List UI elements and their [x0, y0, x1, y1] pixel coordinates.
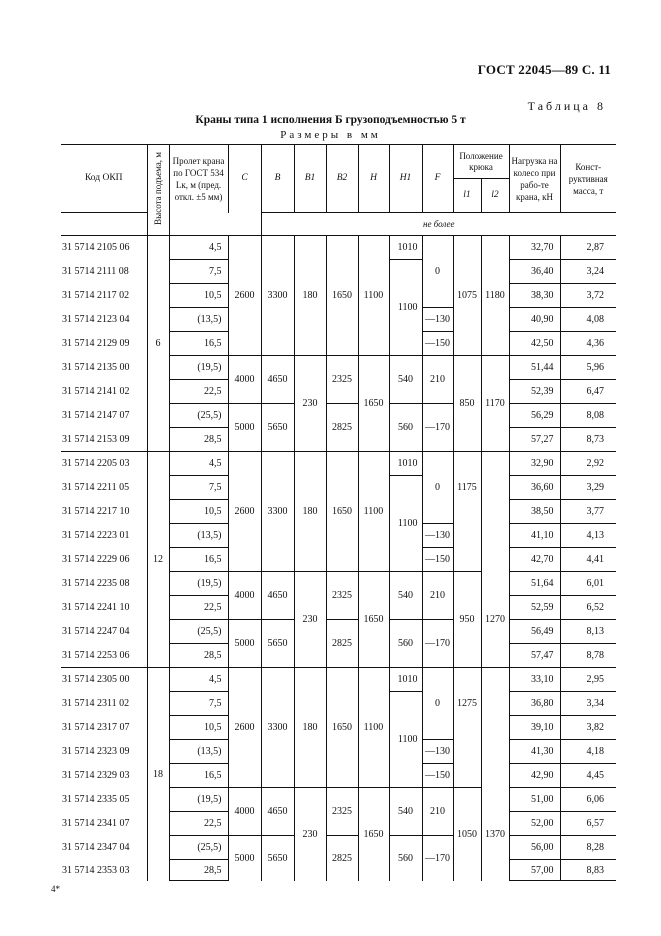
- wheel-load: 52,59: [509, 596, 560, 620]
- span-value: 10,5: [169, 284, 228, 308]
- b2-value: 2825: [326, 836, 358, 881]
- span-value: (25,5): [169, 620, 228, 644]
- okp-code: 31 5714 2347 04: [62, 842, 130, 853]
- f-value: —130: [422, 740, 453, 764]
- f-value: 210: [422, 572, 453, 620]
- b-value: 5650: [261, 404, 294, 452]
- okp-code: 31 5714 2247 04: [62, 626, 130, 637]
- f-value: —170: [422, 404, 453, 452]
- footer-mark: 4*: [51, 884, 60, 894]
- okp-code: 31 5714 2335 05: [62, 794, 130, 805]
- b2-value: 2825: [326, 620, 358, 668]
- f-value: 0: [422, 236, 453, 308]
- h1-value: 560: [389, 404, 422, 452]
- l2-value: 1180: [481, 236, 509, 356]
- b1-value: 230: [294, 788, 326, 881]
- span-value: 16,5: [169, 764, 228, 788]
- okp-code: 31 5714 2235 08: [62, 578, 130, 589]
- f-value: 210: [422, 788, 453, 836]
- span-value: 22,5: [169, 380, 228, 404]
- span-value: 4,5: [169, 668, 228, 692]
- b2-value: 2325: [326, 356, 358, 404]
- mass-value: 3,24: [560, 260, 616, 284]
- okp-code: 31 5714 2305 00: [61, 668, 147, 692]
- b2-value: 1650: [326, 452, 358, 572]
- h-value: 1650: [358, 356, 389, 452]
- wheel-load: 51,00: [509, 788, 560, 812]
- okp-code: 31 5714 2317 07: [62, 722, 130, 733]
- span-value: 4,5: [169, 236, 228, 260]
- l1-value: 1050: [453, 788, 481, 881]
- col-b1: B1: [294, 145, 326, 213]
- h1-value: 540: [389, 356, 422, 404]
- b-value: 4650: [261, 572, 294, 620]
- c-value: 4000: [228, 572, 261, 620]
- table-row: [61, 452, 616, 476]
- mass-value: 8,73: [560, 428, 616, 452]
- okp-code: 31 5714 2253 06: [62, 649, 130, 661]
- b-value: 4650: [261, 788, 294, 836]
- wheel-load: 41,30: [509, 740, 560, 764]
- lift-height: 6: [147, 236, 169, 452]
- b-value: 5650: [261, 620, 294, 668]
- b-value: 5650: [261, 836, 294, 881]
- h-value: 1100: [358, 668, 389, 788]
- span-value: (19,5): [169, 788, 228, 812]
- lift-height: 18: [147, 668, 169, 881]
- mass-value: 8,08: [560, 404, 616, 428]
- wheel-load: 57,27: [509, 428, 560, 452]
- okp-code: 31 5714 2111 08: [62, 266, 129, 277]
- span-value: 28,5: [169, 428, 228, 452]
- wheel-load: 56,29: [509, 404, 560, 428]
- c-value: 2600: [228, 668, 261, 788]
- mass-value: 4,45: [560, 764, 616, 788]
- l2-value: 1370: [481, 788, 509, 881]
- mass-value: 3,29: [560, 476, 616, 500]
- mass-value: 4,18: [560, 740, 616, 764]
- col-load: Нагрузка на колесо при рабо-те крана, кН: [509, 145, 560, 213]
- mass-value: 6,06: [560, 788, 616, 812]
- crane-table: [61, 144, 616, 881]
- span-value: 16,5: [169, 332, 228, 356]
- okp-code: 31 5714 2223 01: [62, 530, 130, 541]
- wheel-load: 32,70: [509, 236, 560, 260]
- mass-value: 6,47: [560, 380, 616, 404]
- okp-code: 31 5714 2323 09: [62, 746, 130, 757]
- wheel-load: 56,49: [509, 620, 560, 644]
- wheel-load: 51,44: [509, 356, 560, 380]
- wheel-load: 36,40: [509, 260, 560, 284]
- span-value: 10,5: [169, 500, 228, 524]
- mass-value: 4,13: [560, 524, 616, 548]
- f-value: —150: [422, 764, 453, 788]
- okp-code: 31 5714 2105 06: [61, 236, 147, 260]
- table-row: [61, 356, 616, 380]
- c-value: 5000: [228, 620, 261, 668]
- h1-value: 540: [389, 572, 422, 620]
- col-span: Пролет крана по ГОСТ 534 Lк, м (пред. откл. ±5 мм): [169, 145, 228, 213]
- h1-value: 1010: [389, 452, 422, 476]
- wheel-load: 33,10: [509, 668, 560, 692]
- h1-value: 1100: [389, 476, 422, 572]
- wheel-load: 36,80: [509, 692, 560, 716]
- h1-value: 1100: [389, 260, 422, 356]
- f-value: —150: [422, 548, 453, 572]
- f-value: 0: [422, 452, 453, 524]
- col-h1: H1: [389, 145, 422, 213]
- col-b2: B2: [326, 145, 358, 213]
- mass-value: 8,78: [560, 644, 616, 668]
- mass-value: 4,41: [560, 548, 616, 572]
- b1-value: 180: [294, 668, 326, 788]
- span-value: 10,5: [169, 716, 228, 740]
- b2-value: 2825: [326, 404, 358, 452]
- table-row: [61, 836, 616, 860]
- col-mass: Конст-руктивная масса, т: [560, 145, 616, 213]
- span-value: 7,5: [169, 692, 228, 716]
- mass-value: 3,34: [560, 692, 616, 716]
- c-value: 5000: [228, 404, 261, 452]
- okp-code: 31 5714 2153 09: [62, 433, 130, 445]
- mass-value: 4,08: [560, 308, 616, 332]
- okp-code: 31 5714 2129 09: [62, 338, 130, 349]
- l1-value: 850: [453, 356, 481, 452]
- table-row: [61, 620, 616, 644]
- span-value: (19,5): [169, 356, 228, 380]
- c-value: 2600: [228, 236, 261, 356]
- col-b: B: [261, 145, 294, 213]
- b1-value: 230: [294, 572, 326, 668]
- b-value: 3300: [261, 668, 294, 788]
- okp-code: 31 5714 2217 10: [62, 506, 130, 517]
- f-value: —150: [422, 332, 453, 356]
- h-value: 1650: [358, 788, 389, 881]
- b2-value: 2325: [326, 788, 358, 836]
- f-value: —170: [422, 620, 453, 668]
- mass-value: 8,28: [560, 836, 616, 860]
- l2-value: 1270: [481, 572, 509, 668]
- c-value: 4000: [228, 788, 261, 836]
- wheel-load: 41,10: [509, 524, 560, 548]
- wheel-load: 57,47: [509, 644, 560, 668]
- lift-height: 12: [147, 452, 169, 668]
- mass-value: 2,95: [560, 668, 616, 692]
- mass-value: 3,72: [560, 284, 616, 308]
- okp-code: 31 5714 2205 03: [61, 452, 147, 476]
- table-units: Размеры в мм: [280, 129, 381, 141]
- table-head: [61, 145, 616, 236]
- table-row: [61, 668, 616, 692]
- okp-code: 31 5714 2135 00: [62, 362, 130, 373]
- not-more-label: не более: [261, 213, 616, 236]
- wheel-load: 56,00: [509, 836, 560, 860]
- wheel-load: 42,70: [509, 548, 560, 572]
- h-value: 1650: [358, 572, 389, 668]
- span-value: (13,5): [169, 308, 228, 332]
- h1-value: 560: [389, 620, 422, 668]
- span-value: (25,5): [169, 404, 228, 428]
- f-value: —130: [422, 524, 453, 548]
- mass-value: 3,82: [560, 716, 616, 740]
- wheel-load: 42,90: [509, 764, 560, 788]
- col-l1: l1: [453, 179, 481, 213]
- wheel-load: 52,39: [509, 380, 560, 404]
- f-value: —130: [422, 308, 453, 332]
- span-value: 4,5: [169, 452, 228, 476]
- mass-value: 8,83: [560, 860, 616, 881]
- f-value: 210: [422, 356, 453, 404]
- span-value: 7,5: [169, 476, 228, 500]
- b1-value: 230: [294, 356, 326, 452]
- table-row: [61, 572, 616, 596]
- table-number: Таблица 8: [527, 99, 606, 113]
- h1-value: 1100: [389, 692, 422, 788]
- span-value: 28,5: [169, 644, 228, 668]
- b1-value: 180: [294, 236, 326, 356]
- okp-code: 31 5714 2211 05: [62, 482, 130, 493]
- b2-value: 2325: [326, 572, 358, 620]
- okp-code: 31 5714 2341 07: [62, 818, 130, 829]
- b-value: 4650: [261, 356, 294, 404]
- mass-value: 2,92: [560, 452, 616, 476]
- col-hook: Положение крюка: [453, 145, 509, 179]
- span-value: 28,5: [169, 860, 228, 881]
- okp-code: 31 5714 2117 02: [62, 290, 130, 301]
- l1-value: 950: [453, 572, 481, 668]
- table-row: [61, 404, 616, 428]
- wheel-load: 36,60: [509, 476, 560, 500]
- col-l2: l2: [481, 179, 509, 213]
- wheel-load: 38,50: [509, 500, 560, 524]
- h1-value: 540: [389, 788, 422, 836]
- col-c: C: [228, 145, 261, 213]
- b2-value: 1650: [326, 236, 358, 356]
- wheel-load: 32,90: [509, 452, 560, 476]
- col-h: H: [358, 145, 389, 213]
- l1-value: 1275: [453, 668, 481, 740]
- span-value: 16,5: [169, 548, 228, 572]
- h-value: 1100: [358, 452, 389, 572]
- span-value: (25,5): [169, 836, 228, 860]
- mass-value: 5,96: [560, 356, 616, 380]
- b1-value: 180: [294, 452, 326, 572]
- h1-value: 1010: [389, 236, 422, 260]
- okp-code: 31 5714 2353 03: [62, 864, 130, 876]
- wheel-load: 38,30: [509, 284, 560, 308]
- wheel-load: 51,64: [509, 572, 560, 596]
- mass-value: 6,52: [560, 596, 616, 620]
- table-row: [61, 236, 616, 260]
- f-value: —170: [422, 836, 453, 881]
- wheel-load: 57,00: [509, 860, 560, 881]
- span-value: 22,5: [169, 812, 228, 836]
- b-value: 3300: [261, 452, 294, 572]
- h1-value: 1010: [389, 668, 422, 692]
- c-value: 4000: [228, 356, 261, 404]
- span-value: (13,5): [169, 740, 228, 764]
- mass-value: 6,01: [560, 572, 616, 596]
- b2-value: 1650: [326, 668, 358, 788]
- mass-value: 4,36: [560, 332, 616, 356]
- h1-value: 560: [389, 836, 422, 881]
- wheel-load: 52,00: [509, 812, 560, 836]
- standard-number: ГОСТ 22045—89 С. 11: [477, 62, 611, 77]
- span-value: 7,5: [169, 260, 228, 284]
- okp-code: 31 5714 2241 10: [62, 602, 130, 613]
- c-value: 2600: [228, 452, 261, 572]
- okp-code: 31 5714 2329 03: [62, 770, 130, 781]
- col-code: Код ОКП: [61, 145, 147, 213]
- f-value: 0: [422, 668, 453, 740]
- okp-code: 31 5714 2141 02: [62, 386, 130, 397]
- l1-value: 1175: [453, 452, 481, 524]
- wheel-load: 40,90: [509, 308, 560, 332]
- mass-value: 3,77: [560, 500, 616, 524]
- b-value: 3300: [261, 236, 294, 356]
- col-f: F: [422, 145, 453, 213]
- l1-value: 1075: [453, 236, 481, 356]
- table-body: [61, 236, 616, 881]
- span-value: (19,5): [169, 572, 228, 596]
- c-value: 5000: [228, 836, 261, 881]
- okp-code: 31 5714 2123 04: [62, 314, 130, 325]
- mass-value: 6,57: [560, 812, 616, 836]
- okp-code: 31 5714 2147 07: [62, 410, 130, 421]
- okp-code: 31 5714 2311 02: [62, 698, 130, 709]
- span-value: 22,5: [169, 596, 228, 620]
- col-height: Высота подъема, м: [147, 145, 169, 236]
- mass-value: 8,13: [560, 620, 616, 644]
- mass-value: 2,87: [560, 236, 616, 260]
- table-title: Краны типа 1 исполнения Б грузоподъемностью 5 т: [195, 114, 466, 126]
- wheel-load: 39,10: [509, 716, 560, 740]
- l2-value: 1170: [481, 356, 509, 452]
- okp-code: 31 5714 2229 06: [62, 554, 130, 565]
- wheel-load: 42,50: [509, 332, 560, 356]
- span-value: (13,5): [169, 524, 228, 548]
- h-value: 1100: [358, 236, 389, 356]
- table-row: [61, 788, 616, 812]
